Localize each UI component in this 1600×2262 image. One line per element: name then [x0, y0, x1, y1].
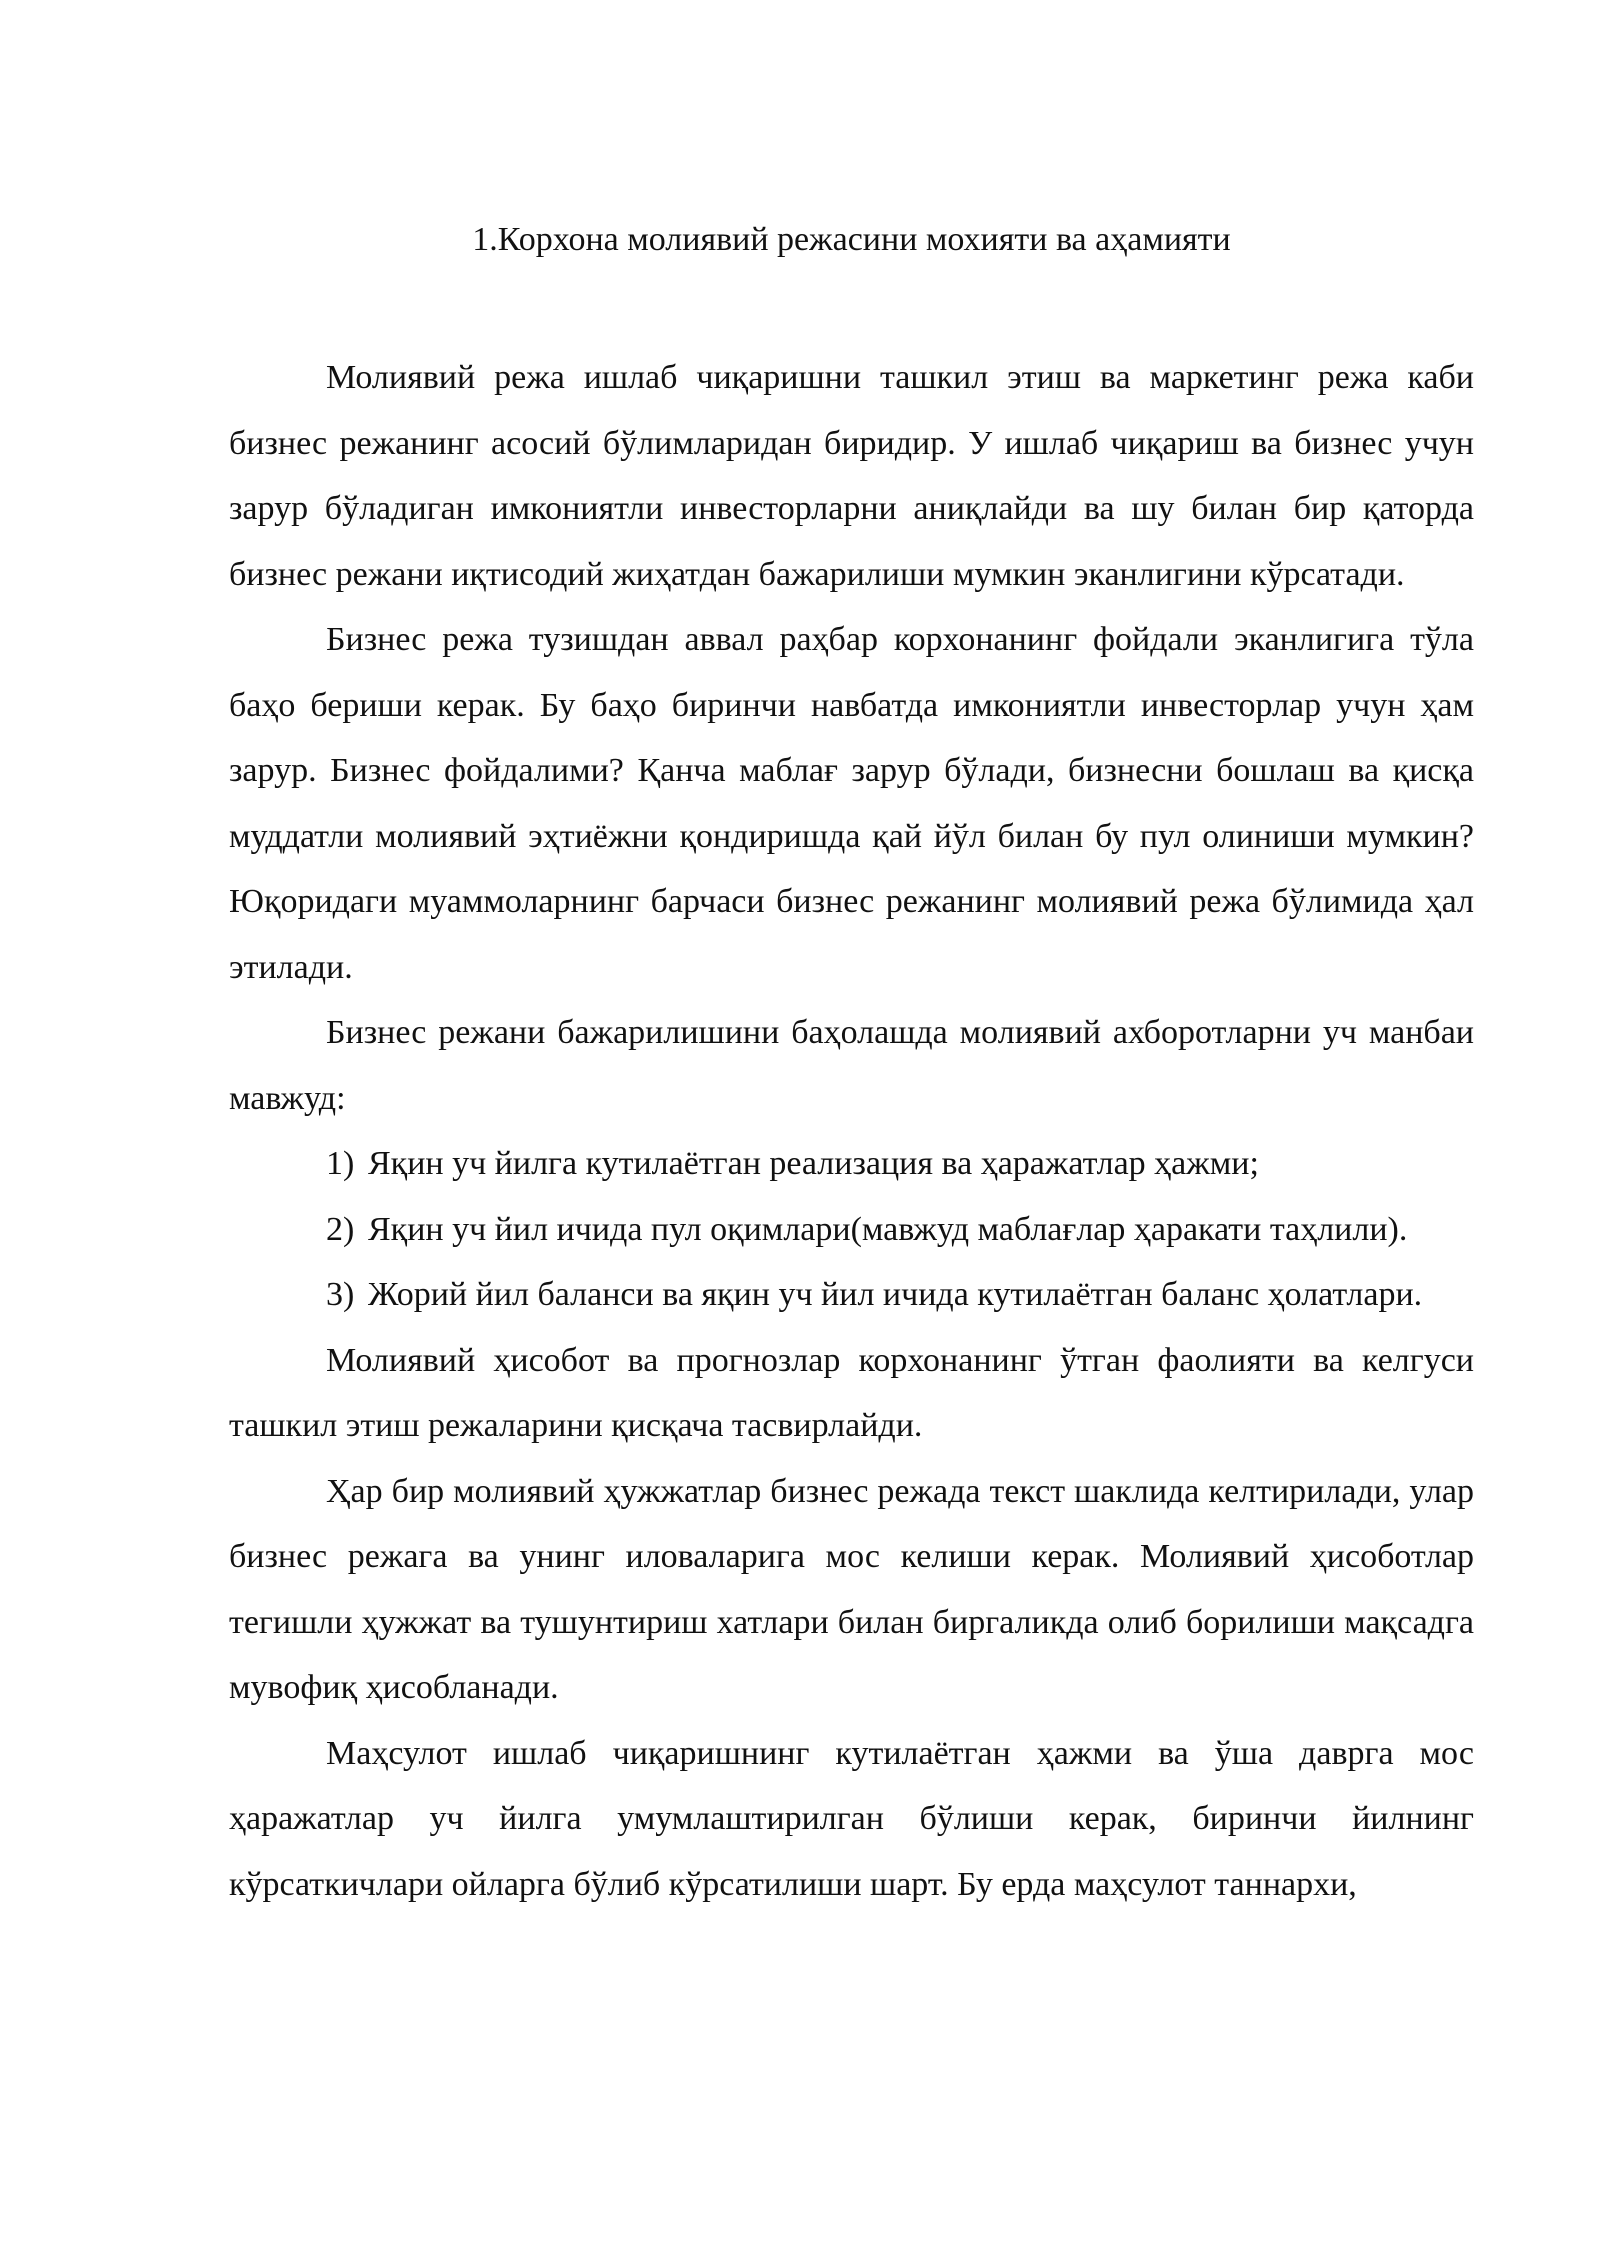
list-item-text: Жорий йил баланси ва яқин уч йил ичида кутилаётган баланс ҳолатлари.	[368, 1276, 1423, 1313]
paragraph-1: Молиявий режа ишлаб чиқаришни ташкил этиш ва маркетинг режа каби бизнес режанинг асосий бўлимларидан биридир. У ишлаб чиқариш ва бизнес учун зарур бўладиган имкониятли инвесторларни аниқлайди ва шу билан бир қаторда бизнес режани иқтисодий жиҳатдан бажарилиши мумкин эканлигини кўрсатади.	[229, 359, 1474, 593]
list-item-number: 1)	[326, 1145, 355, 1182]
paragraph-4: Молиявий ҳисобот ва прогнозлар корхонанинг ўтган фаолияти ва келгуси ташкил этиш режаларини қисқача тасвирлайди.	[229, 1341, 1474, 1444]
paragraph-3: Бизнес режани бажарилишини баҳолашда молиявий ахборотларни уч манбаи мавжуд:	[229, 1014, 1474, 1117]
document-title: 1.Корхона молиявий режасини мохияти ва аҳамияти	[472, 221, 1231, 258]
document-body	[229, 345, 1474, 1917]
list-item-text: Яқин уч йилга кутилаётган реализация ва ҳаражатлар ҳажми;	[368, 1145, 1259, 1182]
list-item-number: 2)	[326, 1210, 355, 1248]
paragraph-6: Маҳсулот ишлаб чиқаришнинг кутилаётган ҳажми ва ўша даврга мос ҳаражатлар уч йилга умумлаштирилган бўлиши керак, биринчи йилнинг кўрсаткичлари ойларга бўлиб кўрсатилиши шарт. Бу ерда маҳсулот таннархи,	[229, 1734, 1474, 1903]
list-item-text: Яқин уч йил ичида пул оқимлари(мавжуд маблағлар ҳаракати таҳлили).	[368, 1210, 1408, 1248]
paragraph-2: Бизнес режа тузишдан аввал раҳбар корхонанинг фойдали эканлигига тўла баҳо бериши керак. Бу баҳо биринчи навбатда имкониятли инвесторлар учун ҳам зарур. Бизнес фойдалими? Қанча маблағ зарур бўлади, бизнесни бошлаш ва қисқа муддатли молиявий эҳтиёжни қондиришда қай йўл билан бу пул олиниши мумкин? Юқоридаги муаммоларнинг барчаси бизнес режанинг молиявий режа бўлимида ҳал этилади.	[229, 621, 1474, 986]
paragraph-5: Ҳар бир молиявий ҳужжатлар бизнес режада текст шаклида келтирилади, улар бизнес режага ва унинг иловаларига мос келиши керак. Молиявий ҳисоботлар тегишли ҳужжат ва тушунтириш хатлари билан биргаликда олиб борилиши мақсадга мувофиқ ҳисобланади.	[229, 1472, 1474, 1706]
list-item-number: 3)	[326, 1276, 355, 1313]
list-item	[229, 1197, 1474, 1263]
numbered-list	[229, 1131, 1474, 1328]
list-item	[229, 1262, 1474, 1328]
list-item	[229, 1131, 1474, 1197]
